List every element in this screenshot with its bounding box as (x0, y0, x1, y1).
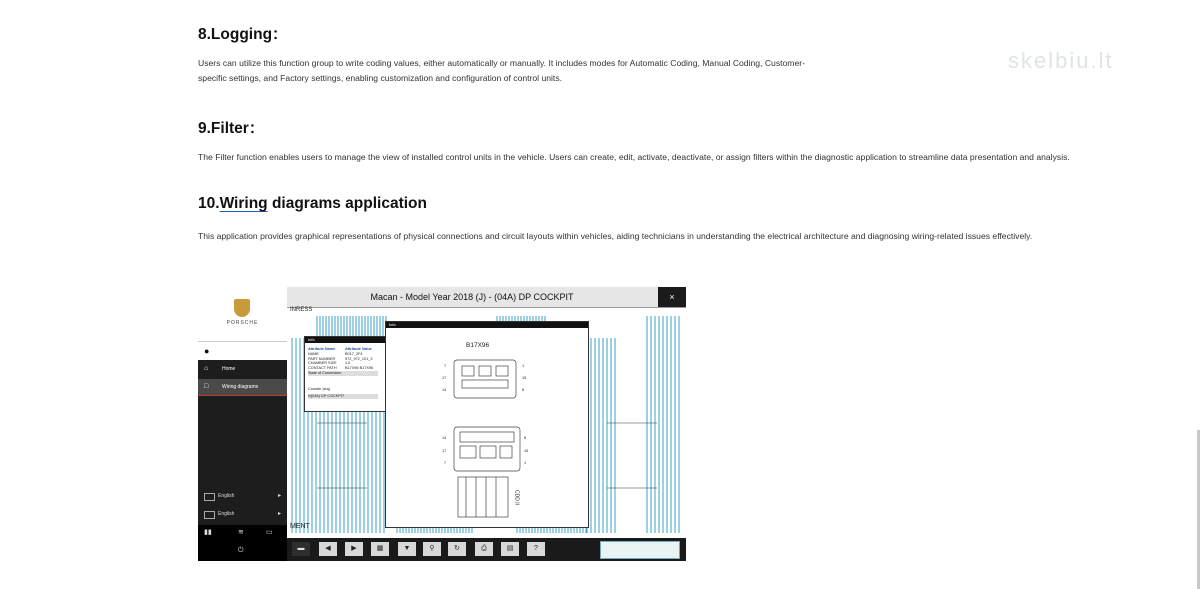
wiring-link[interactable]: Wiring (219, 195, 268, 212)
section-heading-wiring (198, 195, 427, 213)
info-row-name-1: NAME (308, 352, 319, 356)
zoom-button[interactable]: ⚲ (423, 542, 441, 556)
minimap[interactable] (600, 541, 680, 559)
home-icon: ⌂ (204, 365, 209, 372)
book-button[interactable]: ▤ (501, 542, 519, 556)
print-button[interactable]: ⎙ (475, 542, 493, 556)
section-heading-logging: 8.Logging： (198, 26, 288, 43)
info-attr-header-value: Attribute Value (345, 347, 372, 351)
power-icon[interactable]: ⏻ (238, 547, 244, 554)
pin-left-3: 14 (442, 388, 447, 392)
battery-icon: ▮▮ (204, 529, 212, 536)
document-icon: □ (204, 383, 209, 390)
section-body-filter: The Filter function enables users to manage the view of installed control units in the vehicle. Users can create, edit, activate, deactivate, or assign filters within the diagnostic application to streamline data presentation and analysis. (198, 152, 1070, 162)
user-icon: ● (204, 346, 210, 356)
info-state: State of Connection (308, 371, 378, 376)
info-plug-label: Counter plug (308, 387, 330, 391)
app-sidebar (198, 287, 287, 561)
language-selector-2[interactable] (198, 508, 287, 522)
watermark: skelbiu.lt (1008, 48, 1114, 73)
info-row-value-2: 972_972_101_3 (345, 356, 373, 361)
heading-rest: diagrams application (267, 195, 427, 212)
menu-button[interactable]: ▬ (292, 542, 310, 556)
info-popup-small (304, 336, 386, 412)
pin-right-3: 8 (522, 388, 525, 392)
vertical-code: CDD.II (513, 490, 520, 505)
diagram-toolbar (287, 538, 686, 561)
info-row-value-1: B017_2F4 (345, 352, 363, 356)
next-button[interactable]: ▶ (345, 542, 363, 556)
nav-item-home[interactable] (198, 361, 287, 377)
connector-popup-header: Info (386, 322, 588, 328)
help-button[interactable]: ? (527, 542, 545, 556)
brand-area (198, 287, 287, 341)
info-attr-header-name: Attribute Name (308, 347, 336, 351)
section-body-logging-line-2: specific settings, and Factory settings, enabling customization and configuration of control units. (198, 73, 563, 83)
language-label-2: English (218, 511, 235, 517)
nav-label-home: Home (222, 366, 236, 372)
info-row-value-4: B17X96 B17X96 (345, 365, 374, 370)
filter-button[interactable]: ▼ (398, 542, 416, 556)
info-row-name-3: CHAMBER SIZE (308, 361, 337, 365)
pin-right-2: 15 (522, 376, 527, 380)
chevron-right-icon: ▸ (277, 493, 281, 499)
pin-left-2: 17 (442, 376, 447, 380)
section-body-wiring: This application provides graphical representations of physical connections and circuit layouts within vehicles, aiding technicians in understanding the electrical architecture and diagnosing wiring-related issues effectively. (198, 231, 1033, 241)
connector-label: B17X96 (466, 342, 490, 349)
heading-prefix: 10. (198, 195, 220, 212)
chevron-right-icon: ▸ (277, 511, 281, 517)
window-title: Macan - Model Year 2018 (J) - (04A) DP COCKPIT (370, 292, 574, 302)
language-selector-1[interactable] (198, 490, 287, 504)
info-popup-connector (385, 321, 589, 528)
cable-icon: ▭ (266, 529, 273, 536)
keyboard-icon (204, 493, 215, 501)
pin-right2-2: 15 (524, 449, 529, 453)
user-row[interactable] (198, 341, 287, 360)
wifi-icon: ≋ (238, 529, 244, 536)
window-titlebar (287, 287, 686, 308)
pin-left-1: 7 (444, 364, 447, 368)
pin-right2-3: 1 (524, 461, 527, 465)
brand-name: PORSCHE (226, 320, 259, 326)
section-heading-filter: 9.Filter： (198, 120, 265, 137)
wiring-diagram-screenshot (198, 287, 686, 561)
language-label-1: English (218, 493, 235, 499)
info-row-name-2: PART NUMBER (308, 356, 336, 361)
previous-button[interactable]: ◀ (319, 542, 337, 556)
section-body-logging-line-1: Users can utilize this function group to write coding values, either automatically or manually. It includes modes for Automatic Coding, Manual Coding, Customer- (198, 58, 805, 68)
rotate-button[interactable]: ↻ (448, 542, 466, 556)
nav-item-wiring-diagrams[interactable] (198, 379, 287, 396)
diagram-top-fragment: INRESS (290, 307, 313, 313)
info-row-value-3: 1.2 (345, 361, 351, 365)
info-row-name-4: CONTACT PATH (308, 365, 337, 370)
nav-label-wiring: Wiring diagrams (222, 384, 259, 390)
close-button[interactable]: × (658, 287, 686, 307)
status-bar (198, 525, 287, 561)
info-plug-value: N(04A) DP COCKPIT (308, 394, 378, 399)
porsche-crest-icon (234, 299, 250, 317)
pin-left2-1: 14 (442, 436, 447, 440)
pin-right2-1: 8 (524, 436, 527, 440)
pin-right-1: 1 (522, 364, 525, 368)
page-view-button[interactable]: ▦ (371, 542, 389, 556)
connector-drawing (386, 322, 588, 527)
pin-left2-2: 17 (442, 449, 447, 453)
info-popup-header: Info (305, 337, 385, 343)
keyboard-icon (204, 511, 215, 519)
diagram-bottom-text: MENT (290, 523, 310, 530)
pin-left2-3: 7 (444, 461, 447, 465)
